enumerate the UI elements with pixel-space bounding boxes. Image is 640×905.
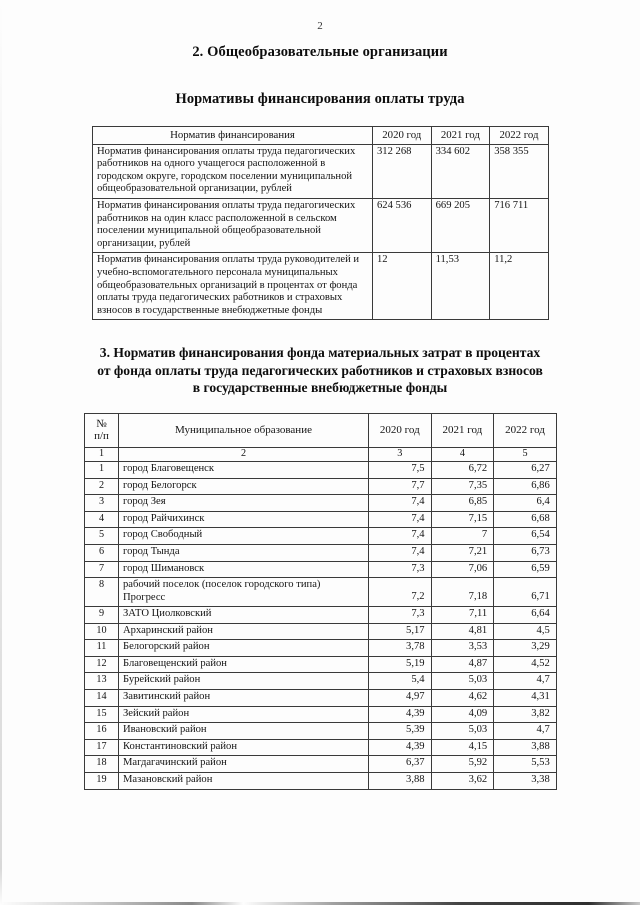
table-row — [85, 689, 557, 706]
section-3-title-line-2: от фонда оплаты труда педагогических работников и страховых взносов — [97, 362, 543, 378]
column-number-1: 1 — [85, 447, 119, 461]
value-2021: 7 — [431, 528, 494, 545]
table-row — [85, 640, 557, 657]
norm-value-2020: 624 536 — [373, 198, 432, 252]
value-2022: 6,68 — [494, 511, 557, 528]
value-2020: 7,5 — [369, 462, 432, 479]
value-2021: 7,18 — [431, 578, 494, 607]
value-2022: 6,27 — [494, 462, 557, 479]
municipality-name: ЗАТО Циолковский — [119, 607, 369, 624]
financing-norms-table — [92, 126, 549, 320]
table-header-row — [93, 127, 549, 145]
value-2020: 3,88 — [369, 772, 432, 789]
table-row — [85, 561, 557, 578]
value-2022: 4,7 — [494, 673, 557, 690]
table-2-header-2022: 2022 год — [494, 413, 557, 447]
value-2021: 7,35 — [431, 478, 494, 495]
table-row — [93, 253, 549, 320]
norm-name: Норматив финансирования оплаты труда руководителей и учебно-вспомогательного персонала муниципальных общеобразовательных организаций в процентах от фонда оплаты труда педагогических работников и страховых взносов в государственные внебюджетные фонды — [93, 253, 373, 320]
row-number: 13 — [85, 673, 119, 690]
value-2022: 3,88 — [494, 739, 557, 756]
table-2-header-no — [85, 413, 119, 447]
municipality-name: город Благовещенск — [119, 462, 369, 479]
value-2020: 4,39 — [369, 739, 432, 756]
value-2020: 5,17 — [369, 623, 432, 640]
row-number: 17 — [85, 739, 119, 756]
section-2-title: 2. Общеобразовательные организации — [192, 44, 448, 60]
table-1-header-name: Норматив финансирования — [93, 127, 373, 145]
row-number: 10 — [85, 623, 119, 640]
row-number: 12 — [85, 656, 119, 673]
table-2-container — [0, 413, 640, 790]
value-2020: 7,4 — [369, 495, 432, 512]
norm-name: Норматив финансирования оплаты труда педагогических работников на одного учащегося расположенной в городском округе, городском поселении муниципальной общеобразовательной организации, рублей — [93, 144, 373, 198]
value-2021: 7,21 — [431, 545, 494, 562]
section-2-subtitle: Нормативы финансирования оплаты труда — [175, 91, 465, 107]
column-number-2: 2 — [119, 447, 369, 461]
value-2022: 4,7 — [494, 723, 557, 740]
norm-value-2020: 12 — [373, 253, 432, 320]
section-3-title-line-1: 3. Норматив финансирования фонда материальных затрат в процентах — [99, 345, 541, 361]
row-number: 3 — [85, 495, 119, 512]
table-row — [85, 545, 557, 562]
value-2021: 3,53 — [431, 640, 494, 657]
municipalities-table — [84, 413, 557, 790]
row-number: 2 — [85, 478, 119, 495]
norm-value-2021: 334 602 — [431, 144, 490, 198]
table-row — [85, 706, 557, 723]
norm-value-2021: 11,53 — [431, 253, 490, 320]
document-content — [0, 44, 640, 790]
municipality-name: Завитинский район — [119, 689, 369, 706]
value-2020: 5,39 — [369, 723, 432, 740]
table-1-header-2020: 2020 год — [373, 127, 432, 145]
municipality-name: город Райчихинск — [119, 511, 369, 528]
municipality-name: город Шимановск — [119, 561, 369, 578]
row-number: 19 — [85, 772, 119, 789]
municipality-name: Благовещенский район — [119, 656, 369, 673]
value-2020: 7,3 — [369, 607, 432, 624]
table-row — [85, 528, 557, 545]
table-1-header-2021: 2021 год — [431, 127, 490, 145]
municipality-name: Архаринский район — [119, 623, 369, 640]
value-2022: 6,73 — [494, 545, 557, 562]
section-3-title — [55, 344, 585, 397]
norm-value-2020: 312 268 — [373, 144, 432, 198]
value-2022: 3,82 — [494, 706, 557, 723]
value-2022: 4,31 — [494, 689, 557, 706]
row-number: 18 — [85, 756, 119, 773]
table-1-header-2022: 2022 год — [490, 127, 549, 145]
section-3-title-line-3: в государственные внебюджетные фонды — [192, 380, 448, 396]
value-2022: 6,54 — [494, 528, 557, 545]
column-number-3: 3 — [369, 447, 432, 461]
row-number: 5 — [85, 528, 119, 545]
municipality-name: Зейский район — [119, 706, 369, 723]
value-2020: 6,37 — [369, 756, 432, 773]
value-2022: 6,4 — [494, 495, 557, 512]
table-2-header-municipality: Муниципальное образование — [119, 413, 369, 447]
municipality-name: Ивановский район — [119, 723, 369, 740]
column-number-4: 4 — [431, 447, 494, 461]
table-row — [85, 578, 557, 607]
row-number: 9 — [85, 607, 119, 624]
table-row — [93, 198, 549, 252]
table-row — [85, 723, 557, 740]
table-row — [85, 739, 557, 756]
value-2022: 6,64 — [494, 607, 557, 624]
value-2021: 3,62 — [431, 772, 494, 789]
norm-value-2021: 669 205 — [431, 198, 490, 252]
value-2020: 3,78 — [369, 640, 432, 657]
municipality-name: город Свободный — [119, 528, 369, 545]
value-2020: 4,97 — [369, 689, 432, 706]
municipality-name: город Зея — [119, 495, 369, 512]
value-2020: 5,19 — [369, 656, 432, 673]
table-row — [85, 673, 557, 690]
municipality-name: Белогорский район — [119, 640, 369, 657]
value-2021: 4,62 — [431, 689, 494, 706]
value-2022: 4,5 — [494, 623, 557, 640]
value-2021: 5,92 — [431, 756, 494, 773]
value-2022: 3,29 — [494, 640, 557, 657]
municipalities-table-body — [85, 462, 557, 790]
table-row — [85, 607, 557, 624]
municipality-name: Бурейский район — [119, 673, 369, 690]
table-row — [85, 756, 557, 773]
value-2021: 7,15 — [431, 511, 494, 528]
value-2022: 6,86 — [494, 478, 557, 495]
table-row — [85, 495, 557, 512]
value-2020: 7,3 — [369, 561, 432, 578]
value-2022: 5,53 — [494, 756, 557, 773]
table-row — [85, 478, 557, 495]
value-2020: 5,4 — [369, 673, 432, 690]
value-2021: 7,11 — [431, 607, 494, 624]
table-row — [85, 623, 557, 640]
value-2022: 6,71 — [494, 578, 557, 607]
value-2020: 4,39 — [369, 706, 432, 723]
norm-value-2022: 11,2 — [490, 253, 549, 320]
table-1-container — [0, 126, 640, 320]
norm-value-2022: 358 355 — [490, 144, 549, 198]
norm-value-2022: 716 711 — [490, 198, 549, 252]
value-2021: 4,87 — [431, 656, 494, 673]
row-number: 1 — [85, 462, 119, 479]
municipality-name: Константиновский район — [119, 739, 369, 756]
municipality-name: Магдагачинский район — [119, 756, 369, 773]
value-2021: 7,06 — [431, 561, 494, 578]
value-2021: 4,09 — [431, 706, 494, 723]
municipality-name: город Белогорск — [119, 478, 369, 495]
value-2021: 6,72 — [431, 462, 494, 479]
value-2022: 4,52 — [494, 656, 557, 673]
table-row — [85, 772, 557, 789]
value-2020: 7,7 — [369, 478, 432, 495]
value-2022: 6,59 — [494, 561, 557, 578]
page-number: 2 — [317, 20, 323, 32]
table-2-header-2021: 2021 год — [431, 413, 494, 447]
column-number-5: 5 — [494, 447, 557, 461]
table-2-header-no-line-2: п/п — [94, 430, 109, 443]
table-header-row — [85, 413, 557, 447]
value-2021: 4,81 — [431, 623, 494, 640]
row-number: 4 — [85, 511, 119, 528]
row-number: 7 — [85, 561, 119, 578]
row-number: 11 — [85, 640, 119, 657]
value-2020: 7,4 — [369, 511, 432, 528]
municipality-name: рабочий поселок (поселок городского типа) Прогресс — [119, 578, 369, 607]
value-2021: 4,15 — [431, 739, 494, 756]
value-2021: 5,03 — [431, 723, 494, 740]
municipality-name: Мазановский район — [119, 772, 369, 789]
value-2022: 3,38 — [494, 772, 557, 789]
table-row — [93, 144, 549, 198]
value-2020: 7,4 — [369, 528, 432, 545]
row-number: 8 — [85, 578, 119, 607]
row-number: 6 — [85, 545, 119, 562]
row-number: 16 — [85, 723, 119, 740]
table-row — [85, 656, 557, 673]
norm-name: Норматив финансирования оплаты труда педагогических работников на один класс расположенной в сельском поселении муниципальной общеобразовательной организации, рублей — [93, 198, 373, 252]
municipality-name: город Тында — [119, 545, 369, 562]
row-number: 15 — [85, 706, 119, 723]
table-2-header-no-line-1: № — [96, 417, 107, 430]
table-2-header-2020: 2020 год — [369, 413, 432, 447]
row-number: 14 — [85, 689, 119, 706]
value-2021: 6,85 — [431, 495, 494, 512]
value-2020: 7,4 — [369, 545, 432, 562]
value-2021: 5,03 — [431, 673, 494, 690]
value-2020: 7,2 — [369, 578, 432, 607]
table-row — [85, 511, 557, 528]
table-row — [85, 462, 557, 479]
table-2-column-number-row — [85, 447, 557, 461]
